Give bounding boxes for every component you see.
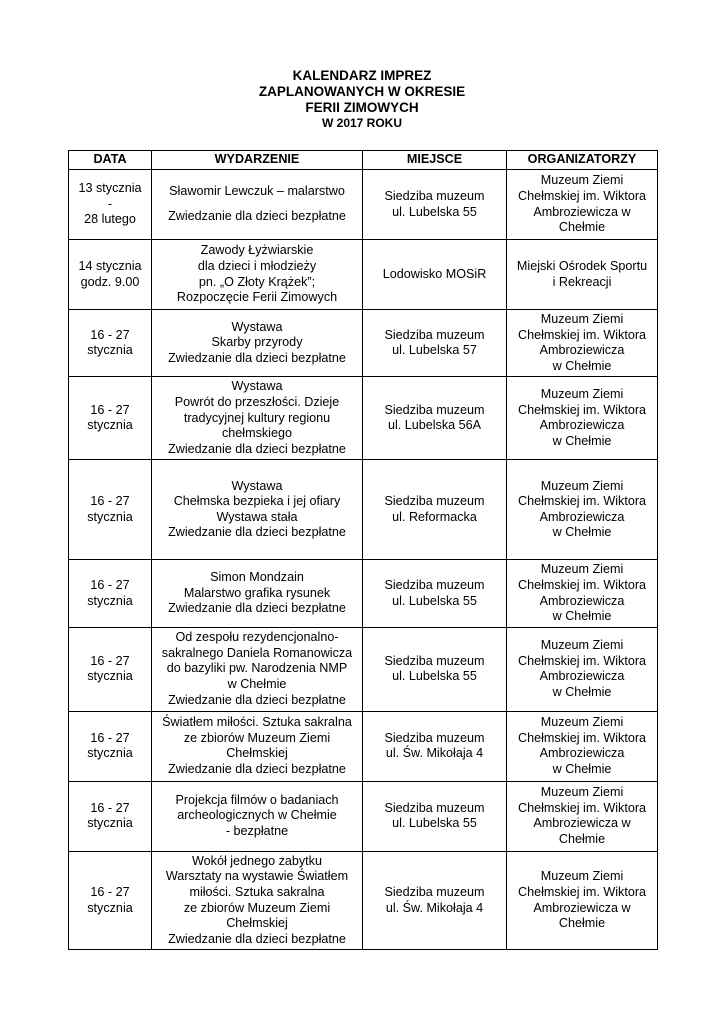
event-cell-line: Warsztaty na wystawie Światłem — [165, 869, 349, 884]
place-cell — [363, 560, 507, 627]
place-cell — [363, 170, 507, 240]
organizer-cell-line: w Chełmie — [552, 684, 612, 699]
organizer-cell-line: Chełmskiej im. Wiktora — [517, 327, 647, 342]
date-cell-line: stycznia — [87, 593, 133, 608]
event-cell-line: Simon Mondzain — [210, 570, 304, 585]
title-line-4: W 2017 ROKU — [321, 116, 403, 130]
organizer-cell-line: Ambroziewicza — [539, 593, 625, 608]
event-cell-line: Światłem miłości. Sztuka sakralna — [162, 715, 352, 730]
organizer-cell-line: Ambroziewicza w — [533, 204, 631, 219]
date-cell-line: 16 - 27 — [90, 577, 130, 592]
place-cell — [363, 377, 507, 460]
event-cell — [152, 560, 363, 627]
place-cell-line: Siedziba muzeum — [384, 800, 485, 815]
organizer-cell-line: Ambroziewicza w — [533, 900, 631, 915]
place-cell — [363, 851, 507, 950]
organizer-cell-line: Chełmskiej im. Wiktora — [517, 800, 647, 815]
table-row — [69, 851, 658, 950]
organizer-cell-line: w Chełmie — [552, 525, 612, 540]
date-cell — [69, 851, 152, 950]
organizer-cell-line: Muzeum Ziemi — [540, 312, 624, 326]
title-line-1: KALENDARZ IMPREZ — [292, 68, 432, 83]
organizer-cell-line: Ambroziewicza — [539, 343, 625, 358]
table-row — [69, 377, 658, 460]
event-cell-line: Projekcja filmów o badaniach — [175, 792, 339, 807]
event-cell-line: Zwiedzanie dla dzieci bezpłatne — [168, 931, 346, 946]
organizer-cell — [507, 781, 658, 851]
place-cell — [363, 310, 507, 377]
date-cell-line: stycznia — [87, 816, 133, 831]
event-cell-line: tradycyjnej kultury regionu — [183, 410, 331, 425]
date-cell — [69, 560, 152, 627]
event-cell-line: ze zbiorów Muzeum Ziemi — [183, 730, 331, 745]
organizer-cell — [507, 310, 658, 377]
date-cell-line: 14 stycznia — [78, 258, 142, 273]
date-cell-line: stycznia — [87, 669, 133, 684]
table-row — [69, 711, 658, 781]
place-cell-line: ul. Lubelska 55 — [392, 593, 477, 608]
organizer-cell — [507, 711, 658, 781]
event-cell-line: Zwiedzanie dla dzieci bezpłatne — [168, 209, 346, 223]
date-cell — [69, 781, 152, 851]
event-cell — [152, 711, 363, 781]
organizer-cell-line: Miejski Ośrodek Sportu — [516, 258, 648, 273]
place-cell-line: ul. Lubelska 57 — [392, 343, 477, 358]
place-cell-line: Siedziba muzeum — [384, 402, 485, 417]
organizer-cell-line: Chełmskiej im. Wiktora — [517, 730, 647, 745]
date-cell — [69, 460, 152, 560]
title-line-2: ZAPLANOWANYCH W OKRESIE — [258, 84, 466, 99]
organizer-cell-line: Chełmskiej im. Wiktora — [517, 494, 647, 509]
organizer-cell-line: Muzeum Ziemi — [540, 478, 624, 493]
place-cell — [363, 240, 507, 310]
organizer-cell-line: Chełmie — [558, 831, 606, 846]
organizer-cell-line: w Chełmie — [552, 433, 612, 448]
date-cell — [69, 310, 152, 377]
date-cell — [69, 377, 152, 460]
event-cell-line: w Chełmie — [227, 677, 287, 692]
place-cell-line: ul. Lubelska 55 — [392, 204, 477, 219]
organizer-cell-line: i Rekreacji — [552, 274, 612, 289]
table-row — [69, 781, 658, 851]
header-date: DATA — [69, 151, 152, 170]
table-row — [69, 310, 658, 377]
organizer-cell-line: Muzeum Ziemi — [540, 387, 624, 402]
event-cell-line: Chełmskiej — [226, 916, 288, 931]
date-cell-line: stycznia — [87, 746, 133, 761]
event-cell-line: Od zespołu rezydencjonalno- — [175, 630, 339, 645]
place-cell-line: ul. Św. Mikołaja 4 — [385, 746, 484, 761]
date-cell-line: 16 - 27 — [90, 402, 130, 417]
place-cell-line: Siedziba muzeum — [384, 730, 485, 745]
place-cell-line: Siedziba muzeum — [384, 577, 485, 592]
organizer-cell-line: Ambroziewicza w — [533, 816, 631, 831]
event-cell-line: Rozpoczęcie Ferii Zimowych — [176, 290, 338, 305]
event-cell-line: ze zbiorów Muzeum Ziemi — [183, 900, 331, 915]
event-cell-line: Zwiedzanie dla dzieci bezpłatne — [168, 692, 346, 707]
date-cell-line: 16 - 27 — [90, 800, 130, 815]
document-title — [0, 68, 724, 130]
event-cell-line: pn. „O Złoty Krążek”; — [198, 274, 316, 289]
event-cell-line: Sławomir Lewczuk – malarstwo — [169, 184, 345, 199]
place-cell-line: ul. Lubelska 55 — [392, 669, 477, 684]
organizer-cell-line: Chełmskiej im. Wiktora — [517, 188, 647, 203]
event-cell — [152, 627, 363, 711]
organizer-cell-line: w Chełmie — [552, 358, 612, 373]
table-body — [69, 170, 658, 950]
event-cell — [152, 170, 363, 240]
event-cell — [152, 240, 363, 310]
date-cell-line: stycznia — [87, 418, 133, 433]
date-cell-line: 16 - 27 — [90, 494, 130, 509]
place-cell — [363, 781, 507, 851]
event-cell-line: - bezpłatne — [225, 824, 289, 839]
table-row — [69, 560, 658, 627]
date-cell-line: 28 lutego — [84, 212, 136, 227]
organizer-cell — [507, 460, 658, 560]
event-cell-line: Wokół jednego zabytku — [192, 853, 322, 868]
place-cell-line: ul. Św. Mikołaja 4 — [385, 900, 484, 915]
event-cell-line: Zwiedzanie dla dzieci bezpłatne — [168, 525, 346, 540]
event-cell — [152, 460, 363, 560]
organizer-cell-line: Chełmie — [558, 916, 606, 931]
event-cell-line: Wystawa stała — [216, 509, 298, 524]
place-cell-line: ul. Lubelska 55 — [392, 816, 477, 831]
place-cell-line: Siedziba muzeum — [384, 884, 485, 899]
header-organizers: ORGANIZATORZY — [507, 151, 658, 170]
event-cell-line: Wystawa — [231, 478, 283, 493]
event-cell-line: Wystawa — [231, 319, 283, 334]
event-cell — [152, 377, 363, 460]
event-cell-line: Zawody Łyżwiarskie — [200, 243, 314, 258]
event-cell-line: Zwiedzanie dla dzieci bezpłatne — [168, 601, 346, 616]
event-cell-line: Wystawa — [231, 379, 283, 394]
table-row — [69, 170, 658, 240]
table-header-row — [69, 151, 658, 170]
date-cell-line: stycznia — [87, 900, 133, 915]
place-cell-line: Siedziba muzeum — [384, 653, 485, 668]
date-cell-line: 16 - 27 — [90, 884, 130, 899]
organizer-cell-line: Chełmskiej im. Wiktora — [517, 884, 647, 899]
event-cell-line: Malarstwo grafika rysunek — [183, 585, 331, 600]
events-table — [68, 150, 658, 950]
date-cell-line: 16 - 27 — [90, 730, 130, 745]
date-cell — [69, 627, 152, 711]
event-cell-line: archeologicznych w Chełmie — [177, 808, 337, 823]
event-cell-line: Zwiedzanie dla dzieci bezpłatne — [168, 441, 346, 456]
event-cell-line: do bazyliki pw. Narodzenia NMP — [166, 661, 348, 676]
organizer-cell — [507, 240, 658, 310]
date-cell-line: 16 - 27 — [90, 327, 130, 342]
date-cell-line: 16 - 27 — [90, 653, 130, 668]
organizer-cell-line: w Chełmie — [552, 761, 612, 776]
event-cell — [152, 310, 363, 377]
date-cell — [69, 240, 152, 310]
table-row — [69, 460, 658, 560]
header-event: WYDARZENIE — [152, 151, 363, 170]
place-cell-line: ul. Lubelska 56A — [387, 418, 482, 433]
place-cell — [363, 627, 507, 711]
event-cell-line: Skarby przyrody — [211, 335, 303, 350]
table-row — [69, 240, 658, 310]
organizer-cell-line: Ambroziewicza — [539, 669, 625, 684]
organizer-cell — [507, 851, 658, 950]
date-cell — [69, 170, 152, 240]
organizer-cell — [507, 377, 658, 460]
event-cell-line: Zwiedzanie dla dzieci bezpłatne — [168, 761, 346, 776]
place-cell-line: ul. Reformacka — [392, 509, 477, 524]
organizer-cell-line: Muzeum Ziemi — [540, 869, 624, 884]
date-cell-line: stycznia — [87, 343, 133, 358]
event-cell-line: chełmskiego — [222, 426, 292, 441]
place-cell-line: Siedziba muzeum — [384, 327, 485, 342]
organizer-cell-line: Chełmskiej im. Wiktora — [517, 402, 647, 417]
organizer-cell-line: Chełmie — [558, 220, 606, 235]
date-cell-line: godz. 9.00 — [80, 274, 140, 289]
place-cell-line: Lodowisko MOSiR — [382, 266, 487, 281]
organizer-cell-line: Ambroziewicza — [539, 746, 625, 761]
organizer-cell-line: Muzeum Ziemi — [540, 715, 624, 730]
organizer-cell-line: Chełmskiej im. Wiktora — [517, 653, 647, 668]
organizer-cell-line: Muzeum Ziemi — [540, 785, 624, 800]
organizer-cell — [507, 627, 658, 711]
event-cell-line: Powrót do przeszłości. Dzieje — [174, 394, 340, 409]
organizer-cell-line: Ambroziewicza — [539, 418, 625, 433]
organizer-cell — [507, 560, 658, 627]
date-cell-line: 13 stycznia — [78, 181, 142, 196]
line-gap — [155, 200, 359, 209]
place-cell-line: Siedziba muzeum — [384, 494, 485, 509]
date-cell — [69, 711, 152, 781]
event-cell-line: Zwiedzanie dla dzieci bezpłatne — [168, 350, 346, 365]
event-cell — [152, 781, 363, 851]
organizer-cell-line: Muzeum Ziemi — [540, 562, 624, 577]
header-place: MIEJSCE — [363, 151, 507, 170]
organizer-cell-line: Chełmskiej im. Wiktora — [517, 577, 647, 592]
event-cell-line: Chełmskiej — [226, 746, 288, 761]
date-cell-line: stycznia — [87, 509, 133, 524]
title-line-3: FERII ZIMOWYCH — [305, 100, 419, 115]
date-cell-line: - — [107, 196, 113, 211]
event-cell-line: sakralnego Daniela Romanowicza — [161, 645, 353, 660]
organizer-cell-line: Muzeum Ziemi — [540, 173, 624, 188]
place-cell — [363, 460, 507, 560]
event-cell — [152, 851, 363, 950]
organizer-cell-line: Muzeum Ziemi — [540, 638, 624, 653]
organizer-cell-line: w Chełmie — [552, 609, 612, 624]
place-cell-line: Siedziba muzeum — [384, 188, 485, 203]
event-cell-line: miłości. Sztuka sakralna — [189, 884, 325, 899]
organizer-cell-line: Ambroziewicza — [539, 509, 625, 524]
event-cell-line: Chełmska bezpieka i jej ofiary — [173, 494, 341, 509]
place-cell — [363, 711, 507, 781]
event-cell-line: dla dzieci i młodzieży — [197, 258, 317, 273]
table-row — [69, 627, 658, 711]
organizer-cell — [507, 170, 658, 240]
